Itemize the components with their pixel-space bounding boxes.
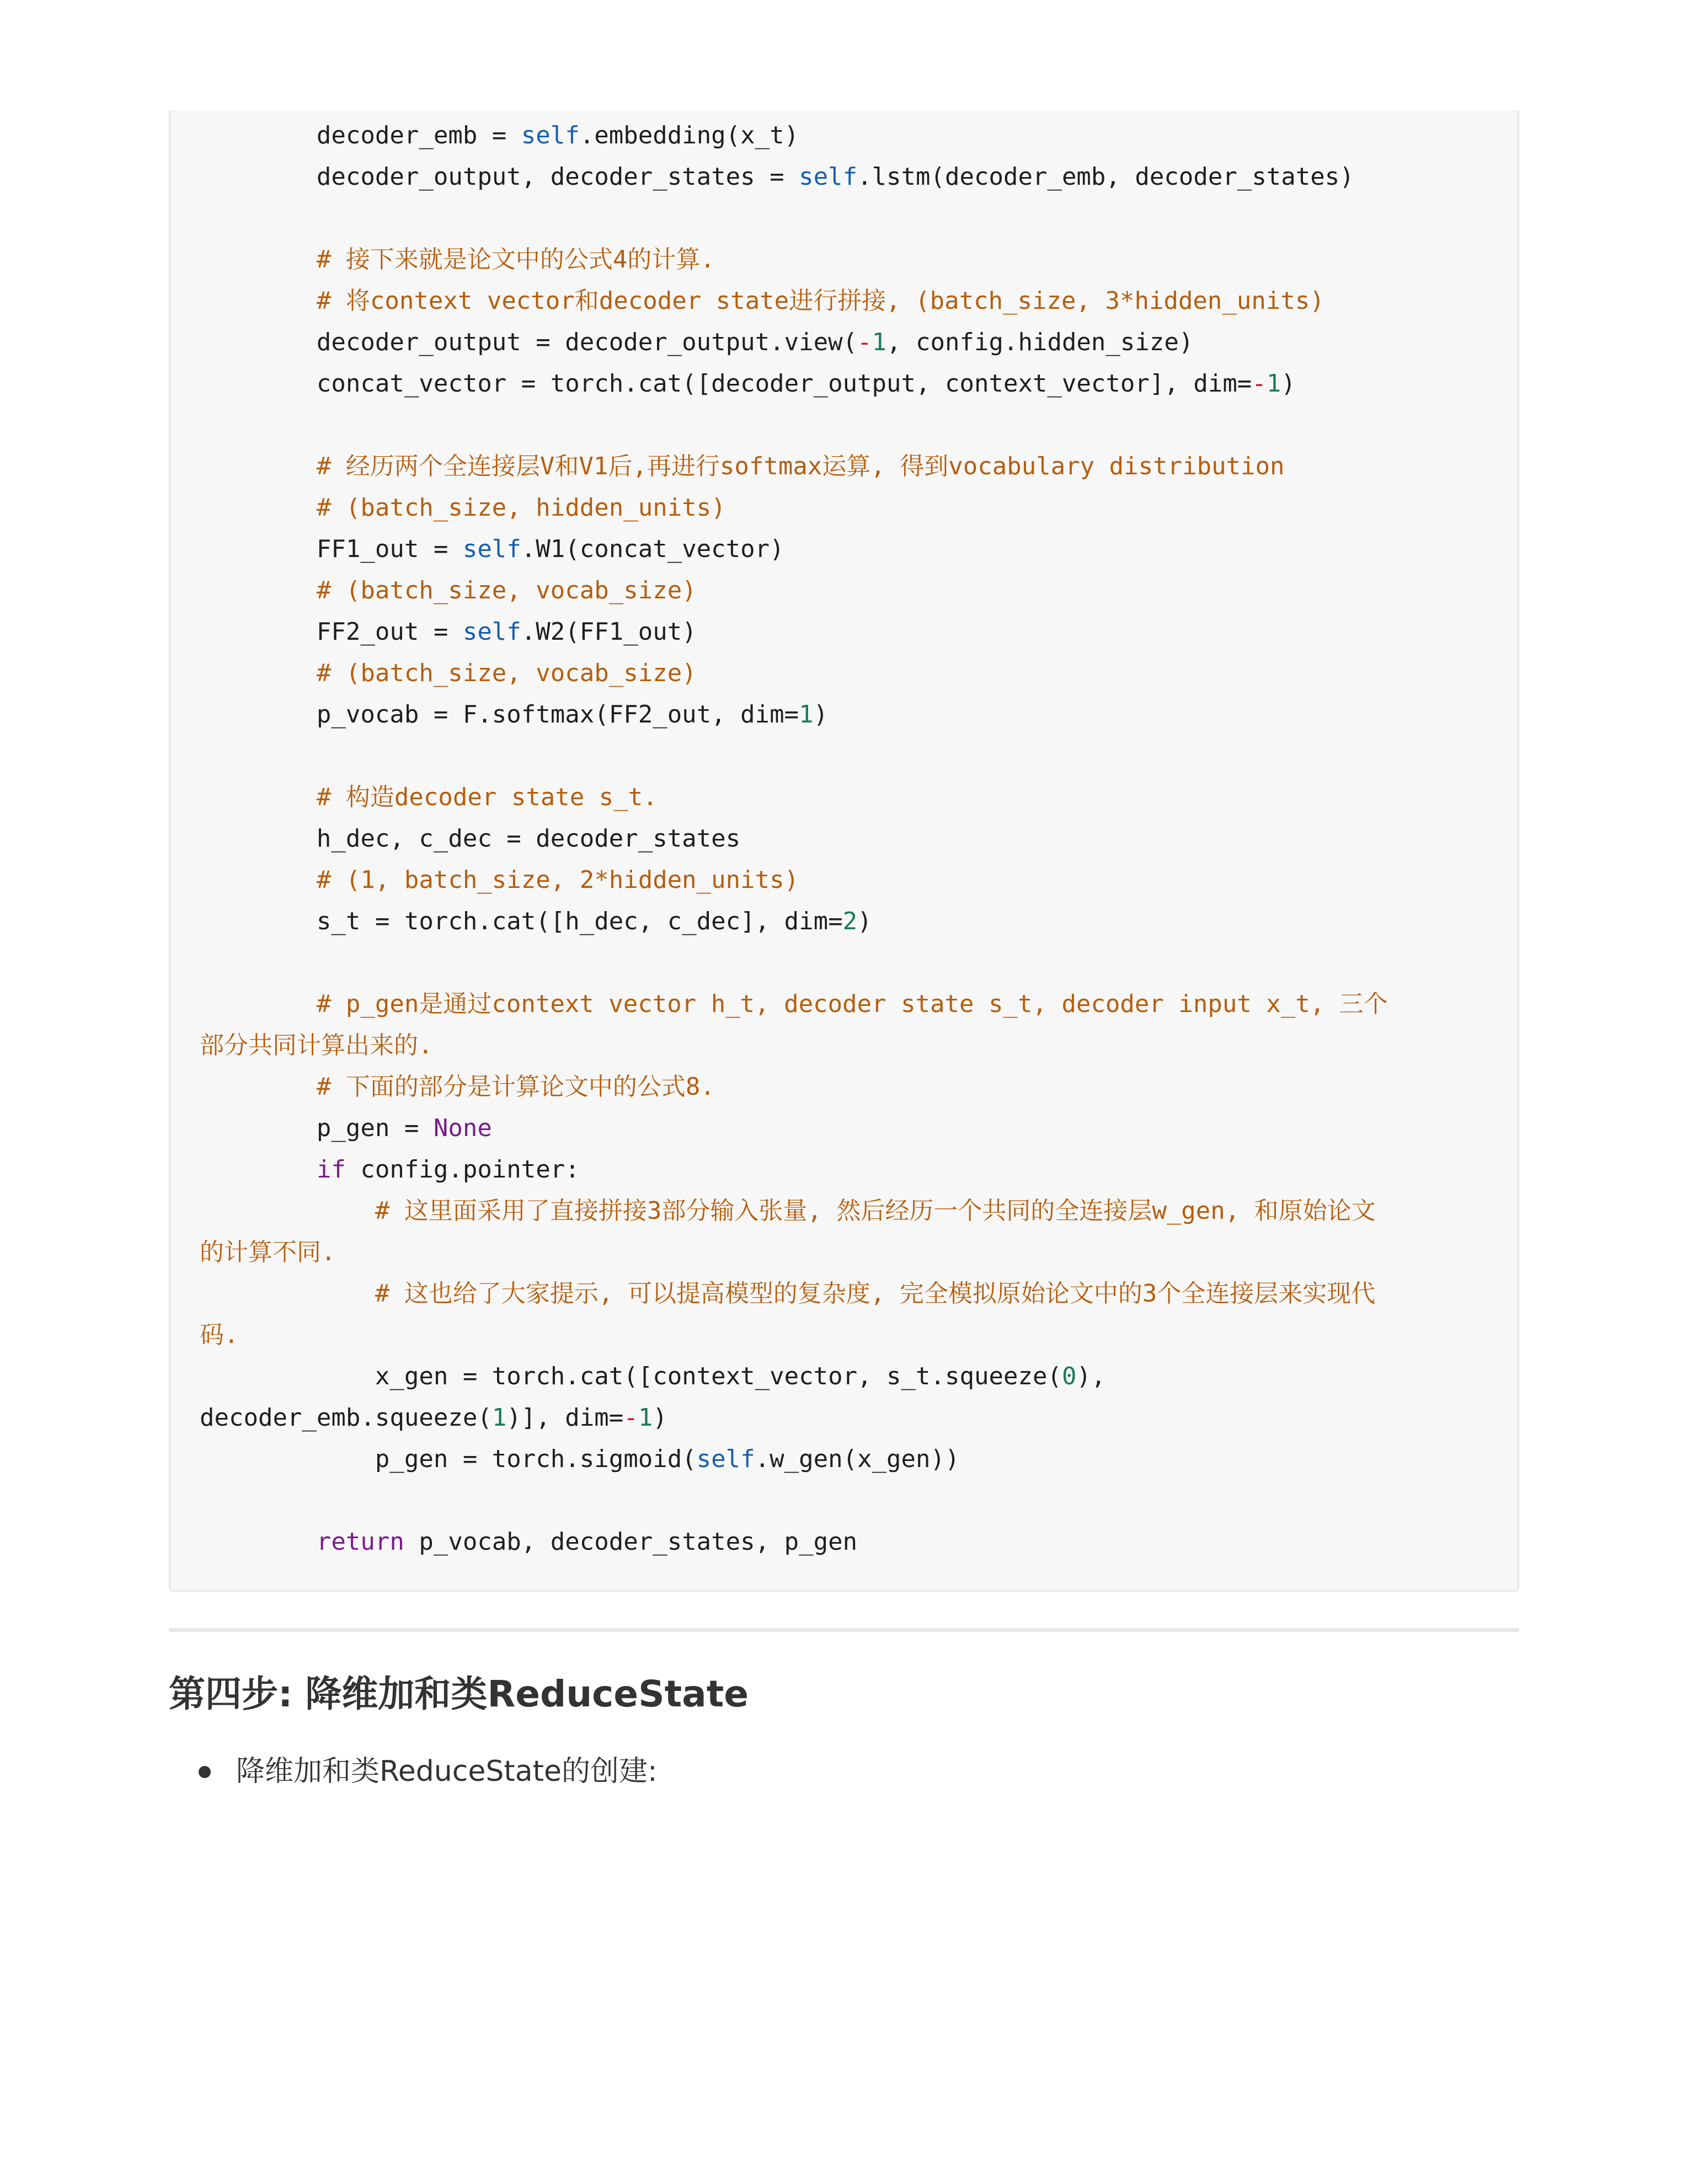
code-token: self [799,163,858,191]
code-line [200,452,1285,481]
code-token: decoder_emb = [200,121,521,149]
code-line [200,1528,857,1556]
code-line [200,1197,1376,1225]
code-token: # (1, batch_size, 2*hidden_units) [200,866,799,894]
code-token: .W1(concat_vector) [521,535,784,563]
code-token: p_vocab, decoder_states, p_gen [404,1528,858,1556]
code-token: # p_gen是通过context vector h_t, decoder state s_t, decoder input x_t, 三个 [200,990,1388,1018]
code-token: 部分共同计算出来的. [200,1031,433,1059]
code-token: # 接下来就是论文中的公式4的计算. [200,245,715,274]
code-token: # (batch_size, vocab_size) [200,659,697,687]
code-token: 1 [492,1404,507,1432]
code-token: .embedding(x_t) [579,121,799,149]
code-line [200,121,799,150]
bullet-dot-icon [199,1766,211,1778]
code-token: 的计算不同. [200,1238,336,1266]
code-token: 2 [842,907,858,935]
code-line [200,1321,239,1350]
code-token: ) [1281,370,1296,398]
code-token: 0 [1061,1362,1077,1390]
code-line [200,163,1354,191]
code-token: ) [653,1404,667,1432]
code-token: self [462,618,521,646]
code-line [200,1073,715,1101]
code-token: self [462,535,521,563]
code-token: # 这也给了大家提示, 可以提高模型的复杂度, 完全模拟原始论文中的3个全连接层来实现代 [200,1280,1376,1308]
bullet-item: 降维加和类ReduceState的创建: [236,1755,658,1788]
code-token: 1 [799,700,814,729]
code-token: # 下面的部分是计算论文中的公式8. [200,1073,715,1101]
code-line [200,907,872,936]
code-token: decoder_output = decoder_output.view( [200,328,858,356]
code-line [200,287,1324,315]
code-token: FF2_out = [200,618,463,646]
code-line [200,783,658,812]
code-token: - [623,1404,638,1432]
code-token [200,1155,317,1184]
code-token: concat_vector = torch.cat([decoder_output, context_vector], dim= [200,370,1252,398]
code-line [200,1445,960,1474]
code-line [200,700,828,729]
code-token: .lstm(decoder_emb, decoder_states) [857,163,1354,191]
code-line [200,328,1193,357]
code-token: self [696,1445,755,1473]
code-token: decoder_emb.squeeze( [200,1404,492,1432]
code-token: x_gen = torch.cat([context_vector, s_t.squeeze( [200,1362,1062,1390]
code-token: p_vocab = F.softmax(FF2_out, dim= [200,700,799,729]
code-token: , config.hidden_size) [886,328,1194,356]
code-token: - [1252,370,1267,398]
code-token: # 这里面采用了直接拼接3部分输入张量, 然后经历一个共同的全连接层w_gen, 和原始论文 [200,1197,1376,1225]
code-token: 1 [1266,370,1281,398]
code-token: )], dim= [506,1404,624,1432]
code-token: .W2(FF1_out) [521,618,697,646]
code-line [200,494,726,522]
code-line [200,1031,433,1060]
code-token: # (batch_size, vocab_size) [200,576,697,604]
code-token: config.pointer: [345,1155,580,1184]
code-token: .w_gen(x_gen)) [755,1445,960,1473]
code-token: ) [813,700,829,729]
code-token: return [316,1528,404,1556]
code-token: FF1_out = [200,535,463,563]
code-token: h_dec, c_dec = decoder_states [200,825,741,853]
code-token: # 将context vector和decoder state进行拼接, (batch_size, 3*hidden_units) [200,287,1324,315]
code-line [200,1280,1375,1308]
code-token: if [316,1155,346,1184]
code-line [200,1404,667,1432]
code-token: # 构造decoder state s_t. [200,783,658,811]
code-line [200,245,715,274]
code-line [200,990,1388,1019]
code-line [200,659,697,688]
code-line [200,1114,492,1143]
code-token: 1 [638,1404,653,1432]
code-token: decoder_output, decoder_states = [200,163,799,191]
code-line [200,535,784,564]
code-block [169,110,1519,1592]
code-line [200,1362,1105,1391]
code-line [200,576,697,605]
code-line [200,866,799,895]
code-token: # (batch_size, hidden_units) [200,494,726,522]
code-line [200,370,1296,398]
code-line [200,1155,580,1184]
code-line [200,1238,336,1267]
code-token: - [857,328,872,356]
code-token [200,1528,317,1556]
code-token: None [433,1114,492,1142]
code-line [200,825,740,853]
code-line [200,618,697,646]
code-token: s_t = torch.cat([h_dec, c_dec], dim= [200,907,843,935]
horizontal-rule [169,1628,1519,1632]
code-token: # 经历两个全连接层V和V1后,再进行softmax运算, 得到vocabulary distribution [200,452,1285,480]
code-token: ), [1076,1362,1106,1390]
code-token: 码. [200,1321,239,1349]
code-token: 1 [872,328,887,356]
code-token: p_gen = [200,1114,434,1142]
section-heading: 第四步: 降维加和类ReduceState [169,1673,749,1715]
code-token: self [521,121,580,149]
code-token: p_gen = torch.sigmoid( [200,1445,697,1473]
code-token: ) [857,907,872,935]
